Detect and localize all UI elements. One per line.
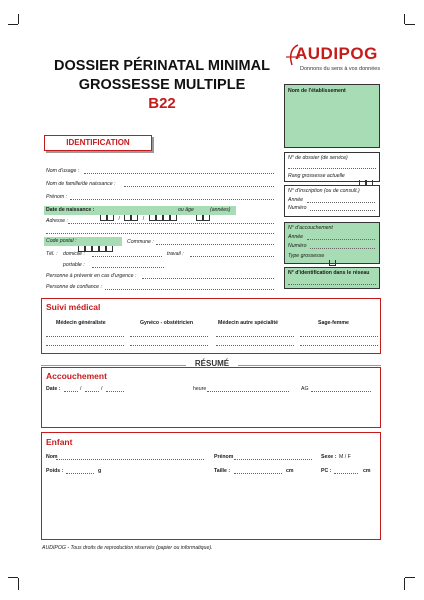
enfant-taille-unit: cm (286, 468, 294, 474)
commune-label: Commune : (127, 239, 154, 245)
sage-femme-input-2[interactable] (300, 345, 378, 346)
home-phone-input[interactable] (92, 256, 162, 257)
accouchement-section (41, 367, 381, 428)
accouchement-heure-label: heure (193, 386, 207, 392)
crop-mark (8, 577, 18, 578)
mobile-phone-input[interactable] (92, 267, 164, 268)
trusted-person-label: Personne de confiance : (46, 284, 102, 290)
crop-mark (8, 24, 18, 25)
accouchement-day-input[interactable] (64, 391, 78, 392)
enfant-sexe-values[interactable]: M / F (339, 454, 351, 460)
address-input[interactable] (68, 223, 274, 224)
enfant-pc-unit: cm (363, 468, 371, 474)
autre-specialite-input[interactable] (216, 336, 294, 337)
audipog-logo (286, 42, 382, 82)
enfant-taille-input[interactable] (234, 473, 282, 474)
emergency-contact-label: Personne à prévenir en cas d'urgence : (46, 273, 137, 279)
establishment-field[interactable] (284, 84, 380, 148)
accouchement-ag-input[interactable] (311, 391, 371, 392)
page-title-line1: DOSSIER PÉRINATAL MINIMAL (54, 58, 270, 74)
logo-text: AUDIPOG (295, 44, 378, 63)
enfant-prenom-label: Prénom (214, 454, 234, 460)
accouchement-month-input[interactable] (85, 391, 99, 392)
generaliste-input-2[interactable] (46, 345, 124, 346)
enfant-taille-label: Taille : (214, 468, 231, 474)
birth-date-boxes: / / (100, 207, 177, 225)
suivi-col-gyneco: Gynéco - obstétricien (140, 320, 194, 326)
dossier-number-input[interactable] (288, 168, 376, 169)
page-title-line2: GROSSESSE MULTIPLE (78, 77, 246, 93)
suivi-medical-section (41, 298, 381, 354)
inscription-number-box[interactable] (284, 185, 380, 217)
work-phone-label: travail : (167, 251, 184, 257)
work-phone-input[interactable] (190, 256, 274, 257)
enfant-section (41, 432, 381, 540)
usage-name-label: Nom d'usage : (46, 168, 80, 174)
suivi-col-sage-femme: Sage-femme (318, 320, 349, 326)
accouchement-heure-input[interactable] (207, 391, 289, 392)
inscription-year-label: Année (288, 197, 304, 203)
pregnancy-rank-label: Rang grossesse actuelle (288, 173, 345, 179)
mobile-phone-label: portable : (63, 262, 85, 268)
inscription-number-input[interactable] (310, 210, 375, 211)
accouchement-date-label: Date : (46, 386, 61, 392)
crop-mark (404, 578, 405, 590)
home-phone-label: domicile : (63, 251, 85, 257)
commune-input[interactable] (156, 244, 274, 245)
network-id-input[interactable] (288, 284, 376, 285)
family-name-input[interactable] (124, 186, 274, 187)
enfant-poids-unit: g (98, 468, 102, 474)
emergency-contact-input[interactable] (142, 278, 274, 279)
family-name-label: Nom de famille/de naissance : (46, 181, 116, 187)
gyneco-input[interactable] (130, 336, 208, 337)
birth-date-label: Date de naissance : (46, 207, 95, 213)
address-input-line2[interactable] (46, 233, 274, 234)
enfant-nom-label: Nom (46, 454, 58, 460)
delivery-year-label: Année (288, 234, 304, 240)
enfant-sexe-label: Sexe : (321, 454, 337, 460)
enfant-pc-label: PC : (321, 468, 332, 474)
crop-mark (405, 24, 415, 25)
or-age-label: ou âge (178, 207, 194, 213)
crop-mark (404, 14, 405, 24)
identification-heading: IDENTIFICATION (66, 138, 130, 147)
establishment-label: Nom de l'établissement (288, 88, 346, 94)
enfant-nom-input[interactable] (56, 459, 204, 460)
delivery-number-field-label: Numéro (288, 243, 307, 249)
sage-femme-input[interactable] (300, 336, 378, 337)
enfant-poids-input[interactable] (66, 473, 94, 474)
resume-divider-left (41, 365, 186, 366)
gyneco-input-2[interactable] (130, 345, 208, 346)
inscription-number-field-label: Numéro (288, 205, 307, 211)
dossier-number-box[interactable] (284, 152, 380, 182)
address-label: Adresse : (46, 218, 68, 224)
first-name-input[interactable] (70, 199, 274, 200)
delivery-number-input[interactable] (310, 248, 375, 249)
autre-specialite-input-2[interactable] (216, 345, 294, 346)
crop-mark (18, 14, 19, 24)
crop-mark (18, 578, 19, 590)
form-code: B22 (148, 95, 176, 112)
postal-code-label: Code postal : (46, 238, 77, 244)
delivery-number-box[interactable] (284, 222, 380, 264)
tel-label: Tél. : (46, 251, 58, 257)
first-name-label: Prénom : (46, 194, 68, 200)
suivi-col-generaliste: Médecin généraliste (56, 320, 106, 326)
identification-heading-box (44, 135, 152, 151)
dossier-number-label: N° de dossier (de service) (288, 155, 348, 161)
enfant-heading: Enfant (46, 437, 73, 447)
footer-copyright: AUDIPOG - Tous droits de reproduction réservés (papier ou informatique). (42, 545, 213, 551)
generaliste-input[interactable] (46, 336, 124, 337)
network-id-label: N° d'identification dans le réseau (288, 270, 370, 276)
network-id-box[interactable] (284, 267, 380, 289)
inscription-year-input[interactable] (307, 202, 375, 203)
accouchement-year-input[interactable] (106, 391, 124, 392)
enfant-poids-label: Poids : (46, 468, 64, 474)
delivery-year-input[interactable] (307, 239, 375, 240)
resume-divider-right (238, 365, 381, 366)
resume-heading: RÉSUMÉ (194, 359, 230, 368)
trusted-person-input[interactable] (105, 289, 274, 290)
enfant-pc-input[interactable] (334, 473, 358, 474)
inscription-number-label: N° d'inscription (ou de consult.) (288, 188, 360, 194)
pregnancy-type-label: Type grossesse (288, 253, 325, 259)
postal-code-field[interactable] (44, 237, 122, 246)
logo-tagline: Donnons du sens à vos données (300, 66, 381, 72)
suivi-medical-heading: Suivi médical (46, 302, 101, 312)
years-label: (années) (210, 207, 231, 213)
suivi-col-autre: Médecin autre spécialité (218, 320, 278, 326)
crop-mark (405, 577, 415, 578)
delivery-number-label: N° d'accouchement (288, 225, 333, 231)
accouchement-heading: Accouchement (46, 371, 107, 381)
date-slash-2: / (101, 386, 103, 392)
accouchement-ag-label: AG (301, 386, 309, 392)
usage-name-input[interactable] (84, 173, 274, 174)
enfant-prenom-input[interactable] (234, 459, 312, 460)
date-slash-1: / (80, 386, 82, 392)
